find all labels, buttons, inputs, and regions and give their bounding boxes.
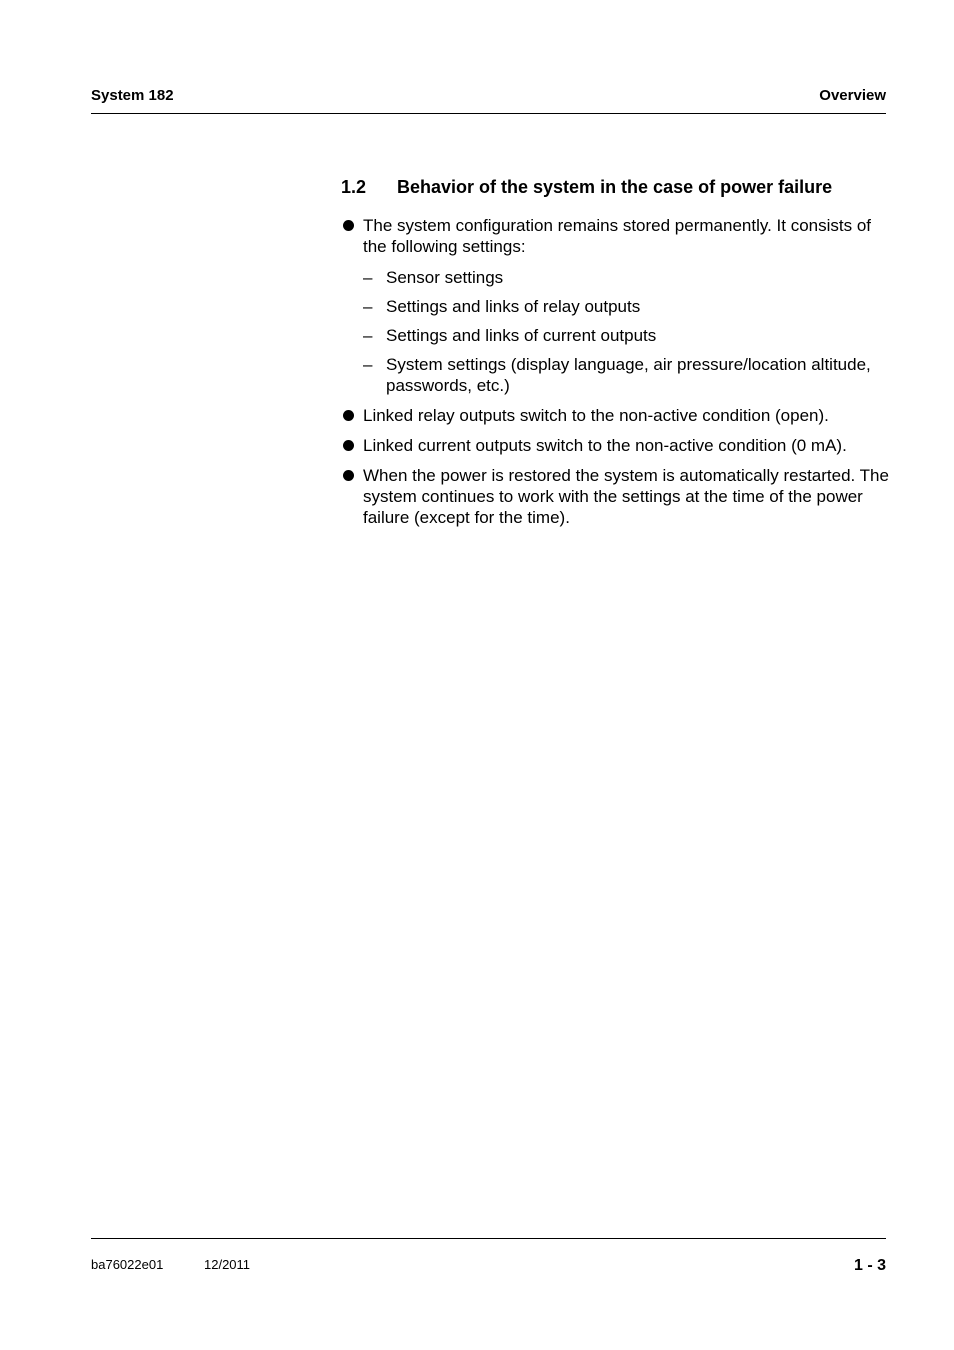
footer-document-id: ba76022e01 (91, 1257, 164, 1272)
bullet-icon (343, 440, 354, 451)
section-content (341, 215, 891, 537)
dash-icon: – (363, 355, 373, 374)
list-item-text: When the power is restored the system is automatically restarted. The system continues to work with the settings at the time of the power failure (except for the time). (363, 466, 889, 527)
bullet-icon (343, 470, 354, 481)
sub-list-item-text: Settings and links of relay outputs (386, 297, 641, 316)
section-number: 1.2 (341, 177, 367, 197)
header-product-name: System 182 (91, 87, 174, 104)
sub-list-item-text: System settings (display language, air pressure/location altitude, passwords, etc.) (386, 355, 871, 395)
sub-list (363, 267, 891, 396)
bullet-icon (343, 220, 354, 231)
bullet-icon (343, 410, 354, 421)
list-item (341, 405, 891, 426)
page-footer (91, 1238, 886, 1279)
header-chapter-name: Overview (819, 87, 886, 104)
sub-list-item-text: Sensor settings (386, 268, 504, 287)
list-item (341, 215, 891, 396)
footer-page-number: 1 - 3 (853, 1257, 886, 1274)
dash-icon: – (363, 268, 373, 287)
sub-list-item (363, 354, 891, 396)
list-item (341, 465, 891, 528)
sub-list-item-text: Settings and links of current outputs (386, 326, 657, 345)
page-header (91, 86, 886, 114)
sub-list-item (363, 296, 891, 317)
list-item (341, 435, 891, 456)
sub-list-item (363, 267, 891, 288)
footer-date: 12/2011 (204, 1257, 251, 1272)
list-item-text: The system configuration remains stored permanently. It consists of the following settings: (363, 216, 872, 256)
section-heading (341, 177, 901, 198)
list-item-text: Linked relay outputs switch to the non-active condition (open). (363, 406, 829, 425)
list-item-text: Linked current outputs switch to the non-active condition (0 mA). (363, 436, 847, 455)
dash-icon: – (363, 326, 373, 345)
sub-list-item (363, 325, 891, 346)
section-title: Behavior of the system in the case of power failure (397, 177, 833, 197)
dash-icon: – (363, 297, 373, 316)
